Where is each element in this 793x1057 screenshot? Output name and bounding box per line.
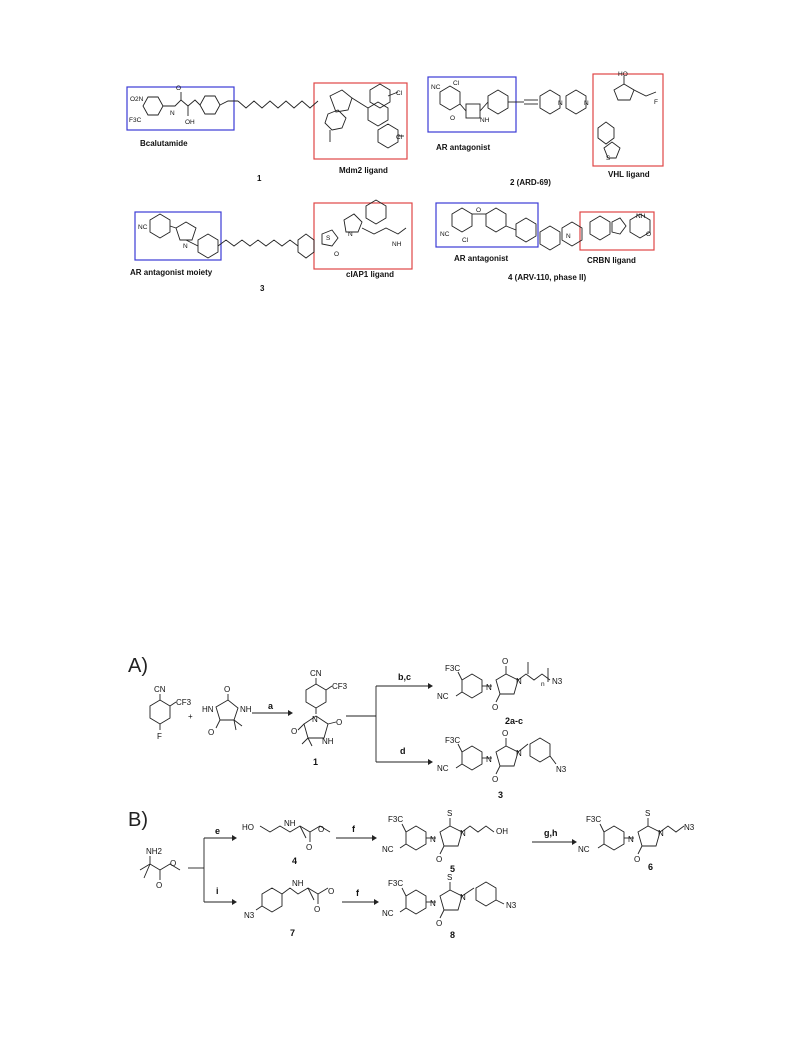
atom-o: O xyxy=(476,207,482,214)
atom-s: S xyxy=(447,809,453,818)
atom-n-1: N xyxy=(430,835,436,844)
atom-nh: NH xyxy=(392,241,402,248)
atom-o-left: O xyxy=(291,727,298,736)
compound-4-number: 4 (ARV-110, phase II) xyxy=(508,273,587,282)
group-cn: CN xyxy=(154,685,166,694)
atom-o-right: O xyxy=(336,718,343,727)
compound-4-right-label: CRBN ligand xyxy=(587,256,636,265)
compound-3-number: 3 xyxy=(260,284,265,293)
atom-o-carbonyl: O xyxy=(156,881,163,890)
atom-n-1: N xyxy=(558,100,563,107)
atom-n3: N3 xyxy=(684,823,695,832)
atom-f: F xyxy=(654,99,658,106)
product-2-number: 2a-c xyxy=(505,716,524,726)
atom-n3: N3 xyxy=(552,677,563,686)
atom-n-2: N xyxy=(460,893,466,902)
atom-f3c: F3C xyxy=(129,117,142,124)
atom-o2n: O2N xyxy=(130,96,144,103)
compound-7-number: 7 xyxy=(290,928,296,938)
step-e-label: e xyxy=(215,826,221,836)
product-2 xyxy=(437,657,563,712)
step-f2-label: f xyxy=(356,888,359,898)
atom-ho: HO xyxy=(242,823,254,832)
atom-o: O xyxy=(436,855,443,864)
step-gh-label: g,h xyxy=(544,828,558,838)
compound-3-right-label: cIAP1 ligand xyxy=(346,270,395,279)
panel-a-label: A) xyxy=(128,655,148,677)
atom-n-2: N xyxy=(516,677,522,686)
atom-s: S xyxy=(606,155,611,162)
atom-n: N xyxy=(170,110,175,117)
atom-o: O xyxy=(450,115,456,122)
atom-ho: HO xyxy=(618,71,628,78)
compound-1-right-label: Mdm2 ligand xyxy=(339,166,388,175)
atom-o-2: O xyxy=(646,231,652,238)
atom-s: S xyxy=(645,809,651,818)
atom-nc: NC xyxy=(440,231,450,238)
atom-n3: N3 xyxy=(244,911,255,920)
product-3 xyxy=(437,729,567,784)
atom-n-1: N xyxy=(486,683,492,692)
compound-4-left-label: AR antagonist xyxy=(454,254,509,263)
atom-oh: OH xyxy=(185,119,195,126)
compound-7-scheme xyxy=(244,879,334,920)
step-a-label: a xyxy=(268,701,274,711)
atom-o-bottom: O xyxy=(492,703,499,712)
branch-b xyxy=(188,835,237,905)
atom-s: S xyxy=(447,873,453,882)
atom-o-top: O xyxy=(502,657,509,666)
plus-sign: + xyxy=(188,712,193,721)
atom-f3c: F3C xyxy=(586,815,602,824)
compound-4-scheme xyxy=(242,819,330,852)
atom-cl-1: Cl xyxy=(396,90,403,97)
product-3-number: 3 xyxy=(498,790,504,800)
atom-o-bottom: O xyxy=(492,775,499,784)
atom-n-1: N xyxy=(628,835,634,844)
product-1 xyxy=(291,669,348,746)
atom-nc: NC xyxy=(138,224,148,231)
atom-cl-2: Cl xyxy=(396,134,403,141)
subscript-n: n xyxy=(541,681,545,688)
atom-nc: NC xyxy=(382,909,394,918)
panel-b-label: B) xyxy=(128,809,148,831)
atom-n-1: N xyxy=(486,755,492,764)
atom-n: N xyxy=(183,243,188,250)
atom-o: O xyxy=(436,919,443,928)
hydantoin xyxy=(202,685,252,737)
atom-nh2: NH2 xyxy=(146,847,163,856)
compound-8-number: 8 xyxy=(450,930,456,940)
branch-a xyxy=(346,683,433,765)
atom-o-ester: O xyxy=(318,825,325,834)
atom-o-top: O xyxy=(502,729,509,738)
compound-5-number: 5 xyxy=(450,864,456,874)
atom-n: N xyxy=(312,715,318,724)
atom-oh: OH xyxy=(496,827,508,836)
product-1-number: 1 xyxy=(313,757,319,767)
atom-n-2: N xyxy=(584,100,589,107)
atom-nh: NH xyxy=(480,117,490,124)
atom-cf3: CF3 xyxy=(332,682,348,691)
step-f1-label: f xyxy=(352,824,355,834)
atom-n-1: N xyxy=(430,899,436,908)
atom-nh: NH xyxy=(240,705,252,714)
atom-nh: NH xyxy=(284,819,296,828)
atom-nh: NH xyxy=(292,879,304,888)
atom-nc: NC xyxy=(431,84,441,91)
atom-s: S xyxy=(326,235,331,242)
atom-o: O xyxy=(634,855,641,864)
atom-nc: NC xyxy=(382,845,394,854)
atom-nc: NC xyxy=(437,764,449,773)
atom-n-2: N xyxy=(658,829,664,838)
starting-material-b xyxy=(140,847,180,890)
atom-n-2: N xyxy=(460,829,466,838)
compound-1-left-label: Bcalutamide xyxy=(140,139,188,148)
atom-o-ester: O xyxy=(170,859,177,868)
compound-4-number: 4 xyxy=(292,856,298,866)
ligand-box xyxy=(593,74,663,166)
atom-o-carbonyl: O xyxy=(306,843,313,852)
atom-nh: NH xyxy=(322,737,334,746)
step-d-label: d xyxy=(400,746,406,756)
atom-cl: Cl xyxy=(462,237,469,244)
atom-nc: NC xyxy=(578,845,590,854)
atom-n3: N3 xyxy=(556,765,567,774)
atom-n: N xyxy=(566,233,571,240)
group-f: F xyxy=(157,732,162,741)
atom-o-carbonyl: O xyxy=(314,905,321,914)
atom-cn: CN xyxy=(310,669,322,678)
atom-nh: NH xyxy=(636,213,646,220)
compound-2-number: 2 (ARD-69) xyxy=(510,178,551,187)
compound-2-left-label: AR antagonist xyxy=(436,143,491,152)
compound-4-structure xyxy=(436,203,654,250)
atom-n-2: N xyxy=(348,231,353,238)
starting-material-a xyxy=(150,685,192,741)
compound-1-number: 1 xyxy=(257,174,262,183)
atom-f3c: F3C xyxy=(445,664,461,673)
compound-8-scheme xyxy=(382,873,517,928)
atom-n-2: N xyxy=(516,749,522,758)
atom-f3c: F3C xyxy=(445,736,461,745)
atom-o-top: O xyxy=(224,685,231,694)
atom-o: O xyxy=(176,85,182,92)
atom-o: O xyxy=(334,251,340,258)
atom-o-ester: O xyxy=(328,887,335,896)
compound-2-right-label: VHL ligand xyxy=(608,170,650,179)
atom-nc: NC xyxy=(437,692,449,701)
compound-3-structure xyxy=(135,200,412,269)
atom-f3c: F3C xyxy=(388,879,404,888)
atom-n3: N3 xyxy=(506,901,517,910)
compound-5-scheme xyxy=(382,809,508,864)
compound-3-left-label: AR antagonist moiety xyxy=(130,268,213,277)
atom-hn: HN xyxy=(202,705,214,714)
group-cf3: CF3 xyxy=(176,698,192,707)
step-bc-label: b,c xyxy=(398,672,412,682)
atom-cl: Cl xyxy=(453,80,460,87)
atom-o-bottom: O xyxy=(208,728,215,737)
compound-6-number: 6 xyxy=(648,862,654,872)
step-i-label: i xyxy=(216,886,219,896)
compound-6-scheme xyxy=(578,809,695,864)
atom-f3c: F3C xyxy=(388,815,404,824)
antagonist-box xyxy=(135,212,221,260)
